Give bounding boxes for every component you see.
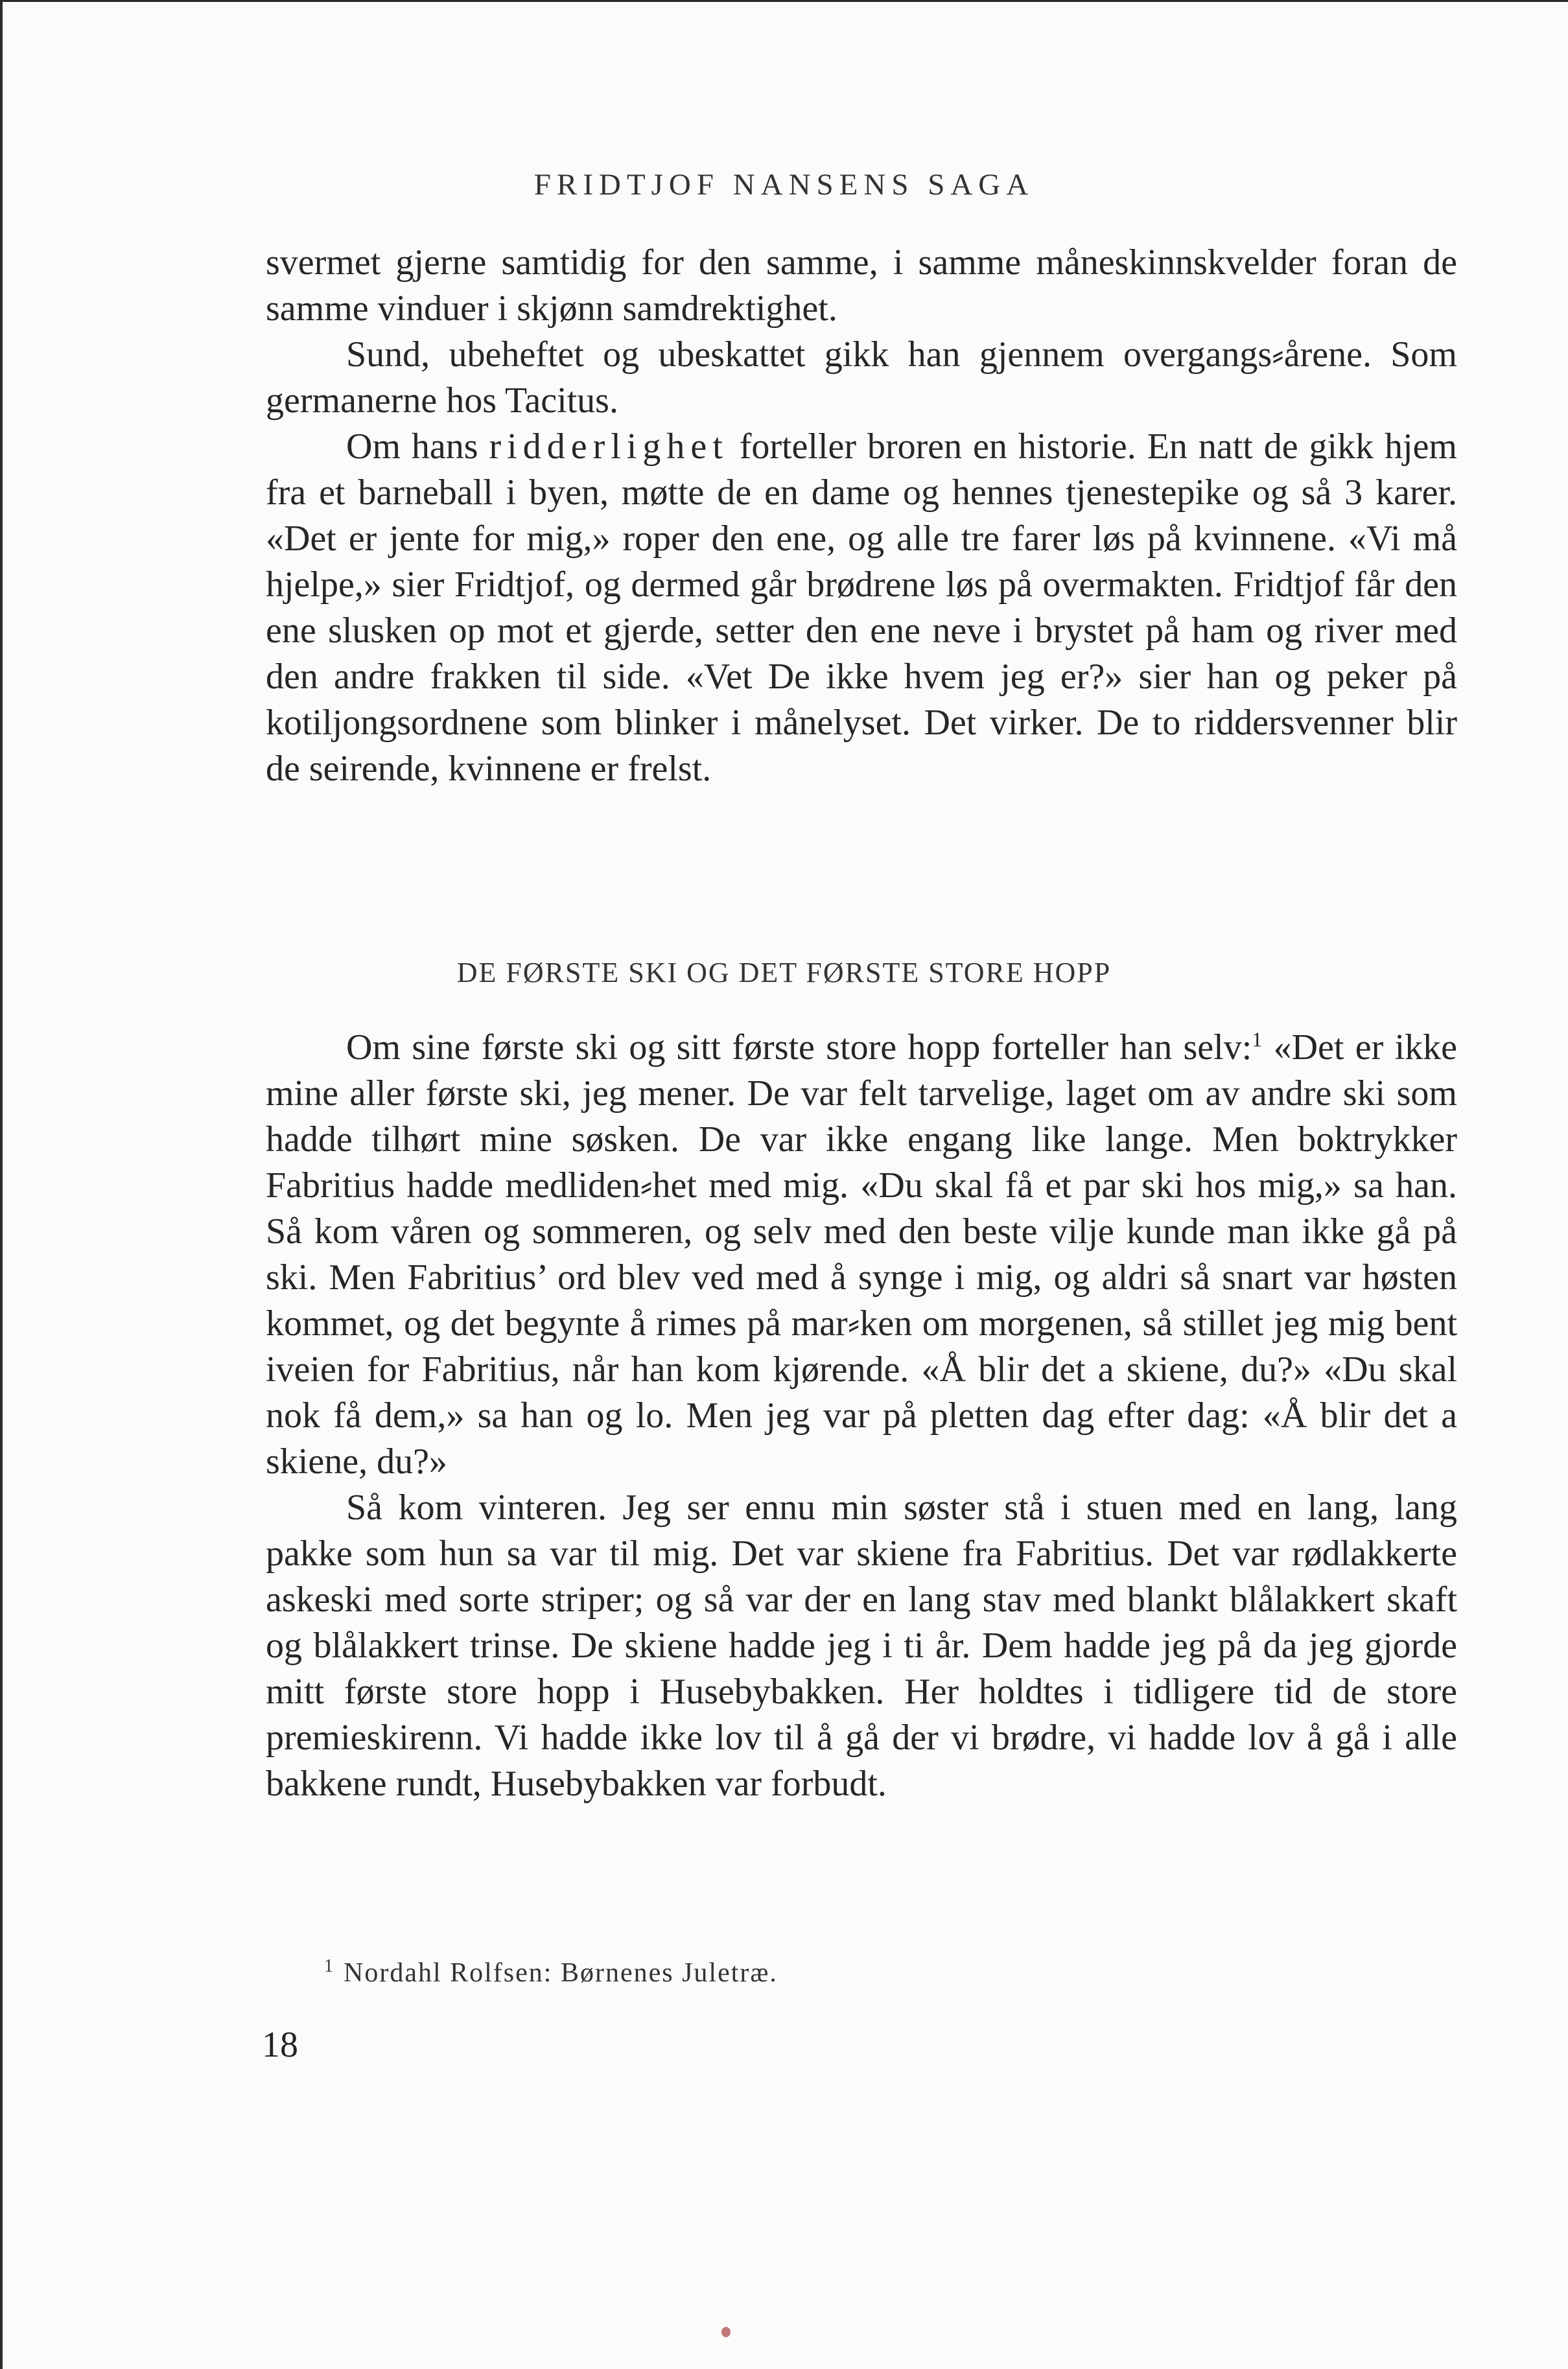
footnote [324, 1957, 778, 1989]
emphasized-word: ridderlighet [489, 426, 729, 467]
page-number: 18 [262, 2025, 298, 2065]
paragraph-continuation: svermet gjerne samtidig for den samme, i samme måneskinnskvelder foran de samme vinduer i skjønn samdrektighet. [266, 242, 1457, 329]
ink-speck [721, 2327, 731, 2337]
top-text-block [266, 240, 1457, 792]
footnote-marker: 1 [324, 1956, 334, 1976]
text-run: Om hans [346, 426, 489, 467]
paragraph-vinteren: Så kom vinteren. Jeg ser ennu min søster stå i stuen med en lang, lang pakke som hun sa var til mig. Det var skiene fra Fabritius. Det var rødlakkerte askeski med sorte striper; og så var der en lang stav med blankt blålakkert skaft og blålakkert trinse. De skiene hadde jeg i ti år. Dem hadde jeg på da jeg gjorde mitt første store hopp i Husebybakken. Her holdtes i tidligere tid de store premieskirenn. Vi hadde ikke lov til å gå der vi brødre, vi hadde lov å gå i alle bakkene rundt, Husebybakken var forbudt. [266, 1488, 1457, 1804]
footnote-reference: 1 [1252, 1027, 1263, 1051]
paragraph-sund: Sund, ubeheftet og ubeskattet gikk han gjennem overgangs⸗årene. Som germanerne hos Tacitus. [266, 334, 1457, 421]
section-title: DE FØRSTE SKI OG DET FØRSTE STORE HOPP [456, 957, 1112, 988]
text-run: «Det er ikke mine aller første ski, jeg mener. De var felt tarvelige, laget om av andre ski som hadde tilhørt mine søsken. De var ikke engang like lange. Men boktrykker Fabritius hadde medliden⸗het med mig. «Du skal få et par ski hos mig,» sa han. Så kom våren og sommeren, og selv med den beste vilje kunde man ikke gå på ski. Men Fabritius’ ord blev ved med å synge i mig, og aldri så snart var høsten kommet, og det begynte å rimes på mar⸗ken om morgenen, så stillet jeg mig bent iveien for Fabritius, når han kom kjørende. «Å blir det a skiene, du?» «Du skal nok få dem,» sa han og lo. Men jeg var på pletten dag efter dag: «Å blir det a skiene, du?» [266, 1027, 1457, 1482]
paragraph-ridderlighet [266, 424, 1457, 792]
section-text-block [266, 1025, 1457, 1807]
text-run: forteller broren en historie. En natt de gikk hjem fra et barneball i byen, møtte de en dame og hennes tjenestepike og så 3 karer. «Det er jente for mig,» roper den ene, og alle tre farer løs på kvinnene. «Vi må hjelpe,» sier Fridtjof, og dermed går brødrene løs på overmakten. Fridtjof får den ene slusken op mot et gjerde, setter den ene neve i brystet på ham og river med den andre frakken til side. «Vet De ikke hvem jeg er?» sier han og peker på kotiljongsordnene som blinker i månelyset. Det virker. De to riddersvenner blir de seirende, kvinnene er frelst. [266, 426, 1457, 789]
footnote-text: Nordahl Rolfsen: Børnenes Juletræ. [344, 1958, 778, 1988]
text-run: Om sine første ski og sitt første store hopp forteller han selv: [346, 1027, 1252, 1068]
paragraph-first-ski [266, 1025, 1457, 1485]
running-head: FRIDTJOF NANSENS SAGA [533, 168, 1035, 202]
